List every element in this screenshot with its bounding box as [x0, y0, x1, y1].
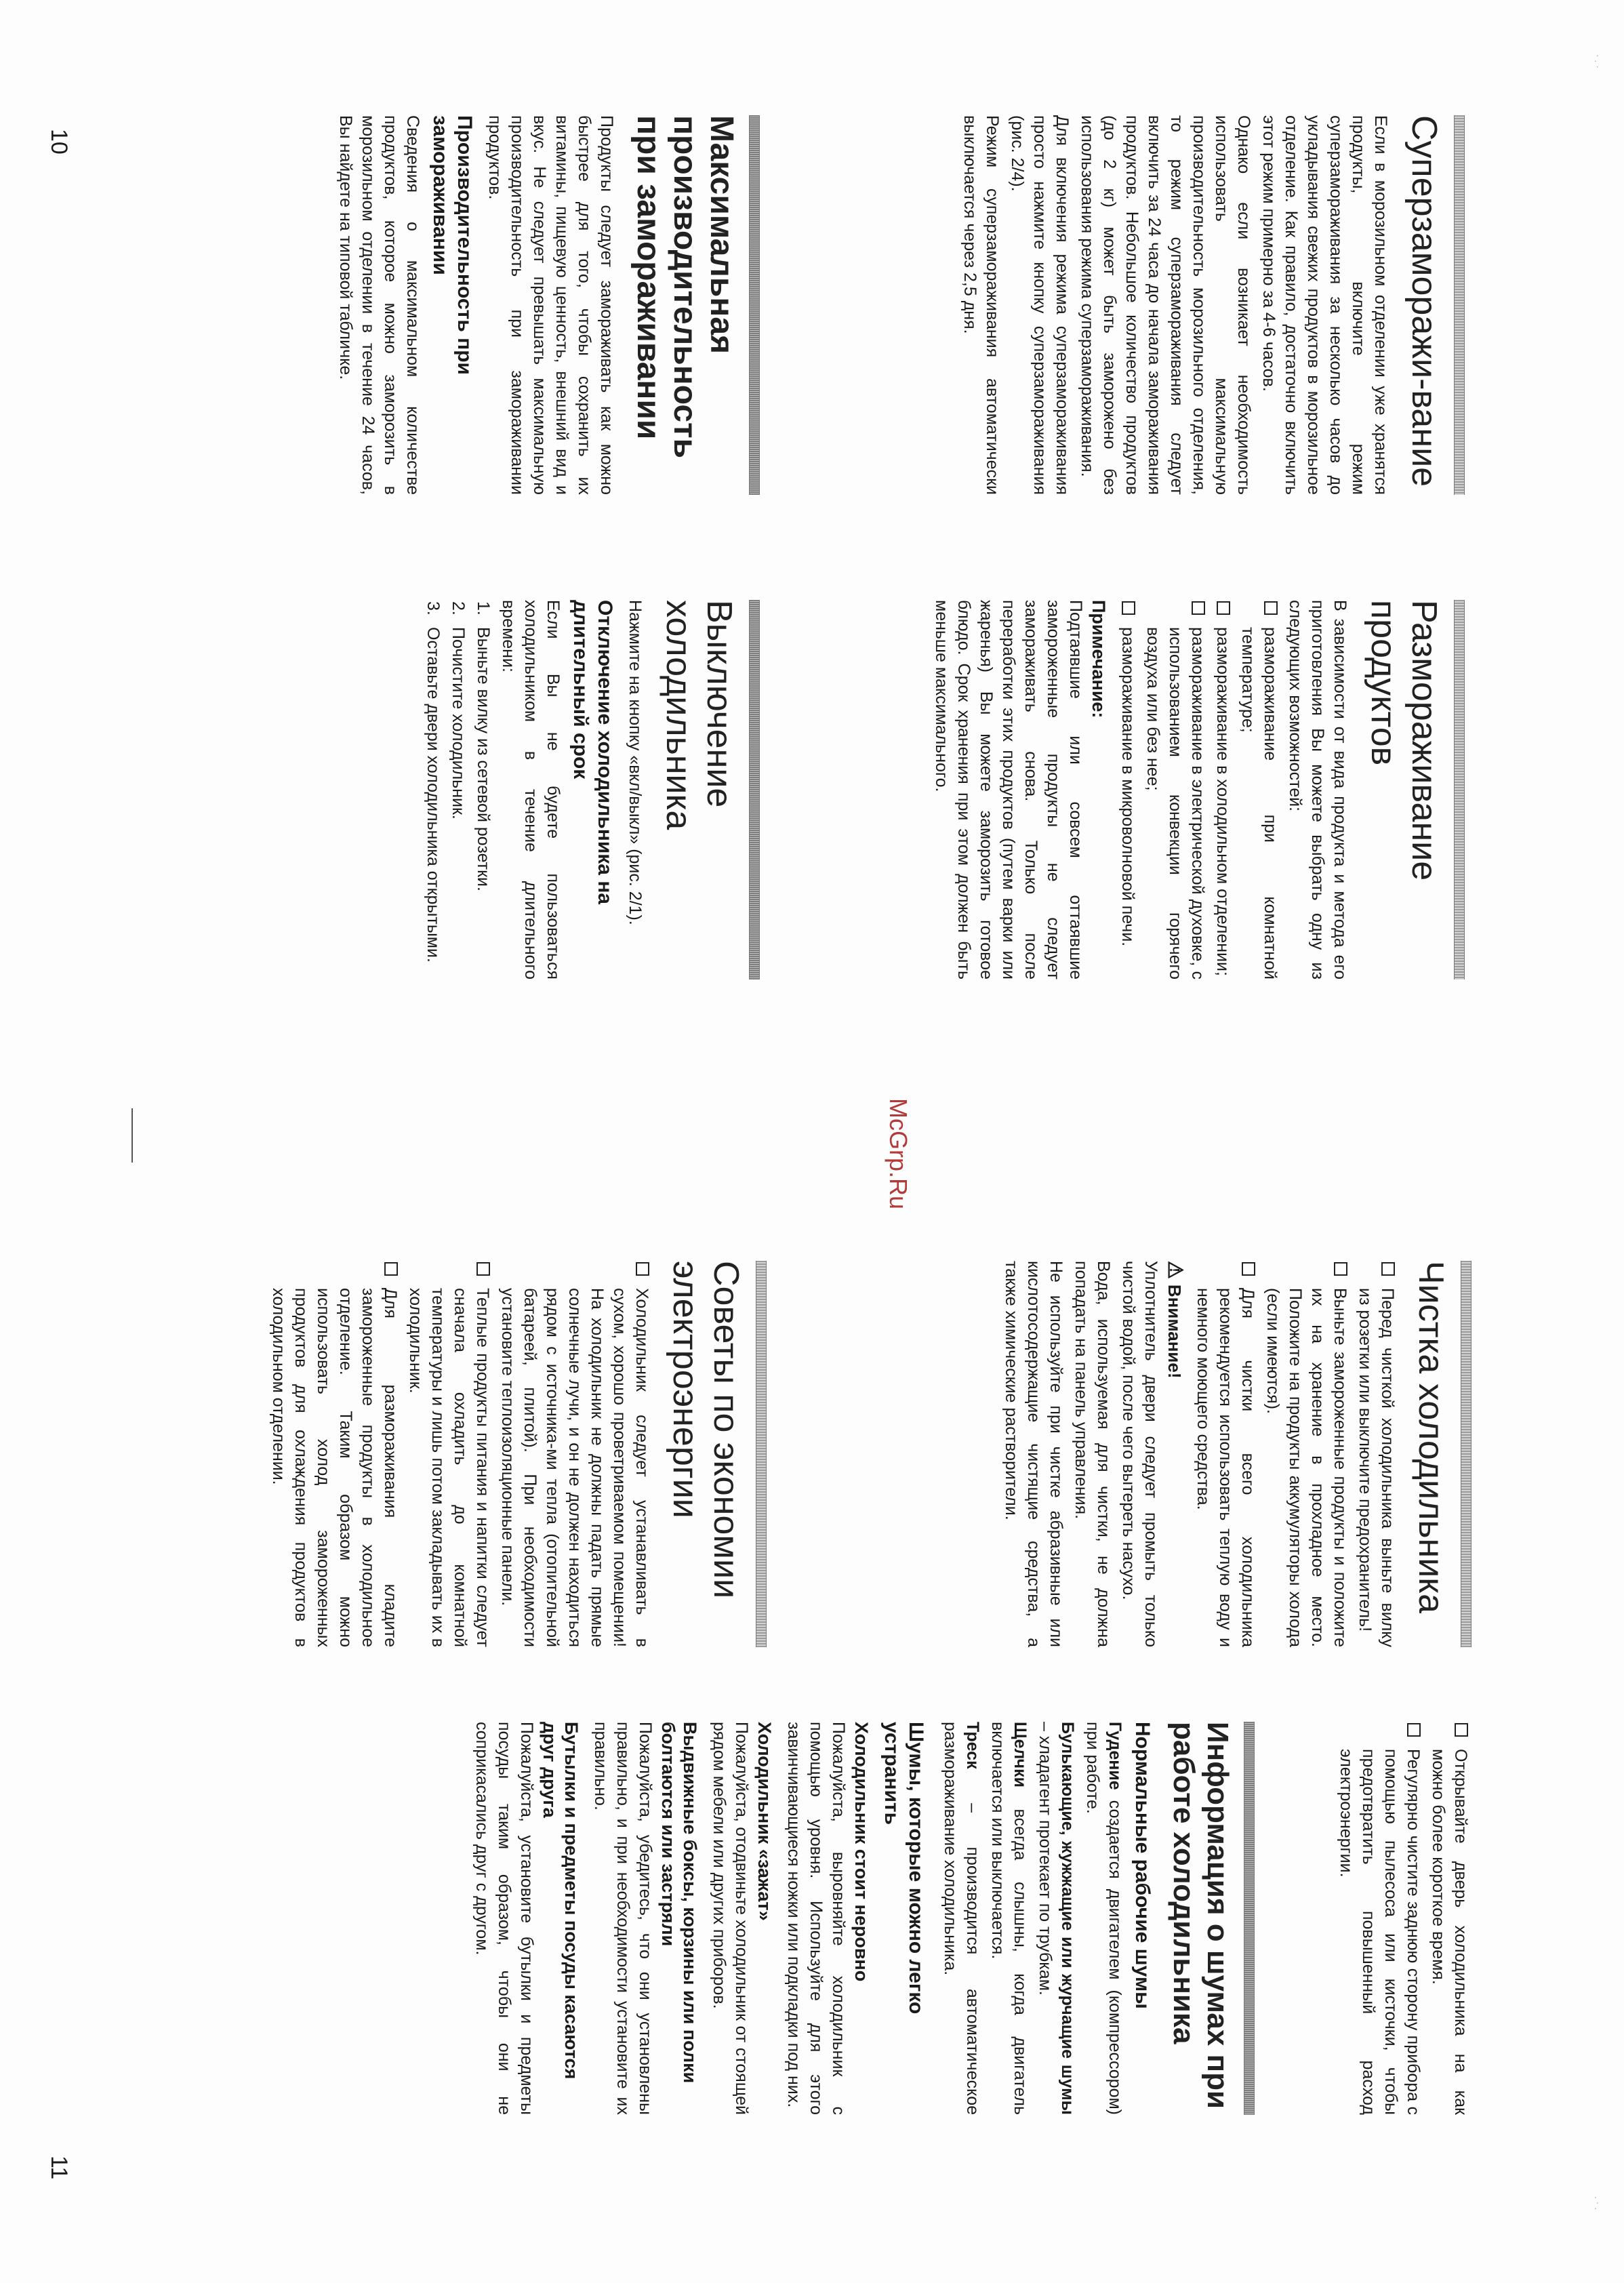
term: Булькающие, жужжащие или журчащие шумы	[1058, 1722, 1077, 2115]
numbered-step	[447, 600, 469, 979]
section-divider	[1454, 600, 1465, 979]
list-item	[1211, 600, 1234, 979]
warning-triangle-icon: ⚠	[1164, 1261, 1186, 1279]
list-item	[1261, 1261, 1351, 1647]
subsection-title: Шумы, которые можно легко устранить	[880, 1722, 927, 2015]
checkbox-bullet	[1217, 601, 1230, 615]
subsection-title: Отключение холодильника на длительный срок	[569, 600, 616, 905]
checkbox-bullet	[636, 1262, 649, 1276]
paragraph: Не используйте при чистке абразивные или кислотосодержащие чистящие средства, а также химические растворители.	[1002, 1261, 1065, 1647]
column-3	[0, 1261, 1624, 1647]
problem-title: Холодильник «зажат»	[754, 1722, 775, 1921]
section-title: Суперзаморажи-вание	[1404, 115, 1444, 487]
section-energy-saving	[264, 1261, 767, 1647]
section-thawing	[927, 600, 1465, 979]
column-4	[0, 1722, 1624, 2115]
checkbox-bullet	[1334, 1262, 1347, 1276]
definition: всегда слышны, когда двигатель включается или выключается.	[988, 1722, 1030, 2115]
checkbox-bullet	[1192, 601, 1205, 615]
paragraph: Режим суперзамораживания автоматически выключается через 2,5 дня.	[960, 115, 1002, 495]
paragraph: Пожалуйста, отодвиньте холодильник от стоящей рядом мебели или других приборов.	[710, 1722, 751, 2115]
numbered-step	[472, 600, 494, 979]
problem-title: Выдвижные боксы, корзины или полки болтаются или застряли	[658, 1722, 700, 2084]
checkbox-bullet	[1381, 1262, 1395, 1276]
definition: – хладагент протекает по трубкам.	[1036, 1722, 1055, 1996]
list-item	[1335, 1722, 1424, 2115]
step-number: 2.	[449, 601, 468, 615]
section-divider	[1244, 1722, 1255, 2115]
paragraph: В зависимости от вида продукта и метода его приготовления Вы можете выбрать одну из следующих возможностей:	[1286, 600, 1349, 979]
list-item	[496, 1261, 653, 1647]
problem-title: Холодильник стоит неровно	[851, 1722, 872, 1982]
section-divider	[749, 115, 760, 495]
paragraph: Нажмите на кнопку «вкл/выкл» (рис. 2/1).	[626, 600, 645, 925]
scan-speck: · . ·	[1593, 54, 1604, 68]
checkbox-bullet	[1122, 601, 1135, 615]
section-cleaning	[997, 1261, 1471, 1647]
paragraph: Вода, используемая для чистки, не должна попадать на панель управления.	[1072, 1261, 1113, 1647]
checkbox-bullet	[1407, 1723, 1421, 1737]
problem-title: Бутылки и предметы посуды касаются друг друга	[540, 1722, 582, 2080]
section-title: Максимальная производительность при замораживании	[630, 115, 739, 459]
list-item-text: Для размораживания кладите замороженные продукты в холодильное отделение. Таким образом можно использовать холод замороженных продуктов для охлаждения продуктов в холодильном отделении.	[269, 1288, 400, 1647]
section-superfreeze	[956, 115, 1465, 495]
numbered-step	[422, 600, 444, 979]
list-item-text: Для чистки всего холодильника рекомендуется использовать теплую воду и немного моющего средства.	[1194, 1288, 1257, 1647]
list-item-text: Открывайте дверь холодильника на как можно более короткое время.	[1429, 1749, 1470, 2115]
warning-title: Внимание!	[1164, 1284, 1185, 1379]
paragraph: Сведения о максимальном количестве продуктов, которое можно заморозить в морозильном отделении в течение 24 часов, Вы найдете на типовой табличке.	[336, 115, 422, 495]
paragraph: Если в морозильном отделении уже хранятся продукты, включите режим суперзамораживания за несколько часов до укладывания свежих продуктов в морозильное отделение. Как правило, достаточно включить этот режим примерно за 4-6 часов.	[1259, 115, 1390, 495]
list-item	[404, 1261, 493, 1647]
step-number: 3.	[424, 601, 443, 615]
section-tips-continued	[1332, 1722, 1471, 2115]
list-item	[1236, 600, 1281, 979]
list-item-text: размораживание в электрической духовке, с использованием конвекции горячего воздуха или без нее;	[1143, 627, 1207, 979]
scan-speck: . · .	[1593, 2196, 1604, 2210]
section-divider	[1461, 1261, 1471, 1647]
section-title: Советы по экономии электроэнергии	[666, 1261, 746, 1599]
definition: создается двигателем (компрессором) при работе.	[1083, 1722, 1124, 2115]
section-divider	[756, 1261, 767, 1647]
subsection-title: Производительность при замораживании	[429, 115, 476, 375]
list-item	[1141, 600, 1209, 979]
step-text: Выньте вилку из сетевой розетки.	[474, 627, 493, 891]
list-item-text: Холодильник следует устанавливать в сухом, хорошо проветриваемом помещении! На холодильник не должны падать прямые солнечные лучи, и он не должен находиться рядом с источника-ми тепла (отопительной батареей, плитой). При необходимости установите теплоизоляционные панели.	[498, 1288, 651, 1647]
column-2	[0, 600, 1624, 979]
list-item	[1116, 600, 1139, 979]
paragraph	[986, 1722, 1031, 2115]
paragraph: Продукты следует замораживать как можно быстрее для того, чтобы сохранить их витамины, пищевую ценность, внешний вид и вкус. Не следует превышать максимальную производительность при замораживании продуктов.	[485, 115, 616, 495]
column-1	[0, 115, 1624, 495]
section-title: Информация о шумах при работе холодильника	[1167, 1722, 1234, 2109]
paragraph: Пожалуйста, убедитесь, что они установлены правильно, и при необходимости установите их правильно.	[591, 1722, 655, 2115]
checkbox-bullet	[476, 1262, 490, 1276]
list-item	[1427, 1722, 1471, 2115]
page-number-left: 10	[46, 129, 72, 155]
paragraph: Уплотнитель двери следует промыть только чистой водой, после чего вытереть насухо.	[1119, 1261, 1160, 1647]
paragraph: Для включения режима суперзамораживания просто нажмите кнопку суперзамораживания (рис. 2/4).	[1008, 115, 1072, 495]
list-item-text: размораживание при комнатной температуре;	[1238, 627, 1280, 979]
list-item-text: Регулярно чистите заднюю сторону прибора с помощью пылесоса или кисточки, чтобы предотвратить повышенный расход электроэнергии.	[1337, 1749, 1423, 2115]
list-item-text: размораживание в холодильном отделении;	[1213, 627, 1232, 976]
section-divider	[1454, 115, 1465, 495]
step-number: 1.	[474, 601, 493, 615]
term: Щелчки	[1011, 1722, 1030, 1788]
list-item-text: размораживание в микроволновой печи.	[1118, 627, 1137, 947]
page-number-right: 11	[46, 2156, 72, 2180]
section-max-performance	[331, 115, 760, 495]
section-switch-off	[419, 600, 760, 979]
checkbox-bullet	[1455, 1723, 1468, 1737]
section-title: Размораживание продуктов	[1364, 600, 1444, 881]
term: Гудение	[1105, 1722, 1124, 1790]
list-item-text: Перед чисткой холодильника выньте вилку из розетки или выключите предохранитель!	[1356, 1288, 1397, 1647]
section-title: Чистка холодильника	[1411, 1261, 1450, 1614]
section-title: Выключение холодильника	[659, 600, 739, 830]
subsection-title: Нормальные рабочие шумы	[1131, 1722, 1154, 2009]
list-item-text: Выньте замороженные продукты и положите их на хранение в прохладное место. Положите на продукты аккумуляторы холода (если имеются).	[1263, 1288, 1349, 1647]
section-noise-info	[468, 1722, 1255, 2115]
term: Треск	[963, 1722, 982, 1769]
paragraph	[1034, 1722, 1078, 2115]
list-item	[267, 1261, 401, 1647]
checkbox-bullet	[384, 1262, 398, 1276]
paragraph: Пожалуйста, выровняйте холодильник с помощью уровня. Используйте для этого завинчивающиеся ножки или подкладки под них.	[784, 1722, 848, 2115]
paragraph: Пожалуйста, установите бутылки и предметы посуды таким образом, чтобы они не соприкасались друг с другом.	[472, 1722, 536, 2115]
checkbox-bullet	[1264, 601, 1278, 615]
list-item	[1192, 1261, 1259, 1647]
list-item	[1354, 1261, 1398, 1647]
step-text: Почистите холодильник.	[449, 627, 468, 820]
paragraph	[939, 1722, 983, 2115]
warning-heading	[1163, 1261, 1186, 1647]
paragraph: Если Вы не будете пользоваться холодильником в течение длительного времени:	[499, 600, 563, 979]
paragraph	[1081, 1722, 1126, 2115]
note-text: Подтаявшие или совсем оттаявшие замороженные продукты не следует замораживать снова. Только после переработки этих продуктов (путем варки или жаренья) Вы можете заморозить готовое блюдо. Срок хранения при этом должен быть меньше максимального.	[932, 600, 1085, 979]
list-item-text: Теплые продукты питания и напитки следует сначала охладить до комнатной температуры и лишь потом закладывать их в холодильник.	[406, 1288, 492, 1647]
watermark: McGrp.Ru	[885, 1098, 912, 1210]
fold-mark	[131, 1108, 133, 1163]
definition: – производится автоматическое размораживание холодильника.	[941, 1722, 982, 2115]
paragraph: Однако если возникает необходимость использовать максимальную производительность морозильного отделения, то режим суперзамораживания следует включить за 24 часа до начала замораживания продуктов. Небольшое количество продуктов (до 2 кг) может быть заморожено без использования режима суперзамораживания.	[1078, 115, 1253, 495]
step-text: Оставьте двери холодильника открытыми.	[424, 627, 443, 963]
checkbox-bullet	[1242, 1262, 1255, 1276]
section-divider	[749, 600, 760, 979]
note-title: Примечание:	[1089, 600, 1109, 719]
